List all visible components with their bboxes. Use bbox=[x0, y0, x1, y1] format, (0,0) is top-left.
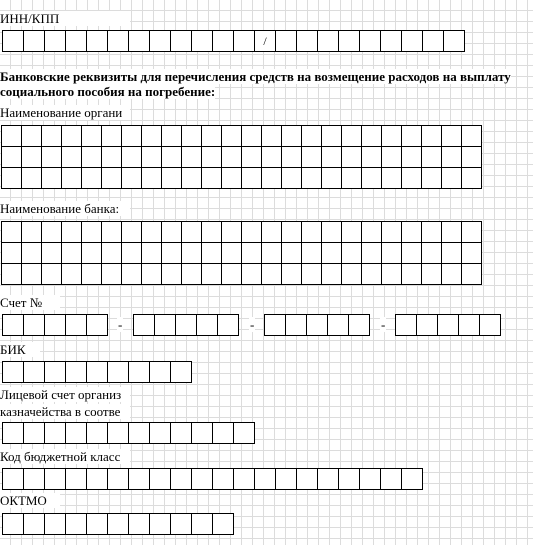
char-cell[interactable] bbox=[402, 147, 422, 168]
char-cell[interactable] bbox=[262, 126, 282, 147]
char-cell[interactable] bbox=[359, 30, 381, 52]
char-cell[interactable] bbox=[133, 314, 155, 336]
char-cell[interactable] bbox=[212, 513, 234, 535]
char-cell[interactable] bbox=[107, 422, 129, 444]
char-cell[interactable] bbox=[23, 361, 45, 383]
char-cell[interactable] bbox=[342, 243, 362, 264]
char-cell[interactable] bbox=[212, 468, 234, 490]
char-cell[interactable] bbox=[2, 147, 22, 168]
char-cell[interactable] bbox=[442, 168, 462, 189]
char-cell[interactable] bbox=[382, 126, 402, 147]
char-cell[interactable] bbox=[275, 468, 297, 490]
budget-code-label: Код бюджетной класс bbox=[0, 449, 130, 464]
char-cell[interactable] bbox=[202, 222, 222, 243]
char-cell[interactable] bbox=[65, 314, 87, 336]
char-cell[interactable] bbox=[422, 147, 442, 168]
char-cell[interactable] bbox=[196, 314, 218, 336]
char-cell[interactable] bbox=[182, 147, 202, 168]
char-cell[interactable] bbox=[62, 222, 82, 243]
char-cell[interactable] bbox=[302, 168, 322, 189]
char-cell[interactable] bbox=[202, 168, 222, 189]
inn-kpp-slash: / bbox=[254, 30, 276, 52]
char-cell[interactable] bbox=[102, 264, 122, 285]
char-cell[interactable] bbox=[362, 168, 382, 189]
char-cell[interactable] bbox=[107, 513, 129, 535]
char-cell[interactable] bbox=[82, 168, 102, 189]
char-cell[interactable] bbox=[233, 422, 255, 444]
char-cell[interactable] bbox=[242, 243, 262, 264]
bank-details-heading-line1: Банковские реквизиты для перечисления средств на возмещение расходов на выплату bbox=[0, 69, 511, 84]
char-cell[interactable] bbox=[306, 314, 328, 336]
char-cell[interactable] bbox=[362, 147, 382, 168]
char-cell[interactable] bbox=[442, 243, 462, 264]
char-cell[interactable] bbox=[202, 147, 222, 168]
char-cell[interactable] bbox=[282, 264, 302, 285]
char-cell[interactable] bbox=[170, 513, 192, 535]
char-cell[interactable] bbox=[262, 264, 282, 285]
char-cell[interactable] bbox=[282, 222, 302, 243]
char-cell[interactable] bbox=[402, 222, 422, 243]
char-cell[interactable] bbox=[44, 314, 66, 336]
char-cell[interactable] bbox=[175, 314, 197, 336]
char-cell[interactable] bbox=[443, 30, 465, 52]
char-cell[interactable] bbox=[128, 422, 150, 444]
char-cell[interactable] bbox=[128, 468, 150, 490]
account-dash-3: - bbox=[381, 317, 386, 332]
char-cell[interactable] bbox=[122, 264, 142, 285]
char-cell[interactable] bbox=[82, 126, 102, 147]
char-cell[interactable] bbox=[338, 30, 360, 52]
char-cell[interactable] bbox=[338, 468, 360, 490]
char-cell[interactable] bbox=[362, 126, 382, 147]
char-cell[interactable] bbox=[23, 513, 45, 535]
char-cell[interactable] bbox=[296, 30, 318, 52]
char-cell[interactable] bbox=[2, 422, 24, 444]
char-cell[interactable] bbox=[44, 513, 66, 535]
char-cell[interactable] bbox=[282, 126, 302, 147]
char-cell[interactable] bbox=[422, 168, 442, 189]
char-cell[interactable] bbox=[275, 30, 297, 52]
char-cell[interactable] bbox=[462, 264, 482, 285]
char-cell[interactable] bbox=[82, 147, 102, 168]
char-cell[interactable] bbox=[380, 30, 402, 52]
char-cell[interactable] bbox=[149, 468, 171, 490]
char-cell[interactable] bbox=[2, 30, 24, 52]
char-cell[interactable] bbox=[170, 30, 192, 52]
char-cell[interactable] bbox=[302, 126, 322, 147]
char-cell[interactable] bbox=[302, 222, 322, 243]
inn-kpp-boxes[interactable] bbox=[2, 30, 465, 52]
char-cell[interactable] bbox=[462, 222, 482, 243]
char-cell[interactable] bbox=[162, 168, 182, 189]
char-cell[interactable] bbox=[162, 243, 182, 264]
char-cell[interactable] bbox=[422, 243, 442, 264]
char-cell[interactable] bbox=[262, 147, 282, 168]
char-cell[interactable] bbox=[442, 126, 462, 147]
char-cell[interactable] bbox=[42, 126, 62, 147]
char-cell[interactable] bbox=[22, 222, 42, 243]
char-cell[interactable] bbox=[42, 243, 62, 264]
char-cell[interactable] bbox=[422, 126, 442, 147]
char-cell[interactable] bbox=[212, 422, 234, 444]
char-cell[interactable] bbox=[191, 513, 213, 535]
account-boxes-group-4[interactable] bbox=[395, 314, 501, 336]
char-cell[interactable] bbox=[2, 361, 24, 383]
char-cell[interactable] bbox=[162, 126, 182, 147]
char-cell[interactable] bbox=[42, 147, 62, 168]
char-cell[interactable] bbox=[254, 468, 276, 490]
char-cell[interactable] bbox=[322, 264, 342, 285]
char-cell[interactable] bbox=[302, 243, 322, 264]
char-cell[interactable] bbox=[222, 147, 242, 168]
char-cell[interactable] bbox=[322, 222, 342, 243]
char-cell[interactable] bbox=[327, 314, 349, 336]
char-cell[interactable] bbox=[217, 314, 239, 336]
char-cell[interactable] bbox=[62, 168, 82, 189]
char-cell[interactable] bbox=[22, 168, 42, 189]
char-cell[interactable] bbox=[262, 243, 282, 264]
char-cell[interactable] bbox=[122, 222, 142, 243]
personal-account-label-line1: Лицевой счет организ bbox=[0, 387, 130, 402]
char-cell[interactable] bbox=[322, 243, 342, 264]
char-cell[interactable] bbox=[442, 147, 462, 168]
account-dash-2: - bbox=[250, 317, 255, 332]
char-cell[interactable] bbox=[22, 147, 42, 168]
char-cell[interactable] bbox=[128, 30, 150, 52]
char-cell[interactable] bbox=[102, 222, 122, 243]
char-cell[interactable] bbox=[142, 147, 162, 168]
char-cell[interactable] bbox=[2, 222, 22, 243]
char-cell[interactable] bbox=[22, 264, 42, 285]
char-cell[interactable] bbox=[170, 361, 192, 383]
char-cell[interactable] bbox=[42, 222, 62, 243]
char-cell[interactable] bbox=[462, 243, 482, 264]
char-cell[interactable] bbox=[149, 513, 171, 535]
char-cell[interactable] bbox=[42, 168, 62, 189]
char-cell[interactable] bbox=[142, 222, 162, 243]
char-cell[interactable] bbox=[395, 314, 417, 336]
char-cell[interactable] bbox=[191, 30, 213, 52]
char-cell[interactable] bbox=[233, 468, 255, 490]
char-cell[interactable] bbox=[149, 422, 171, 444]
char-cell[interactable] bbox=[362, 222, 382, 243]
char-cell[interactable] bbox=[182, 264, 202, 285]
char-cell[interactable] bbox=[86, 422, 108, 444]
char-cell[interactable] bbox=[202, 264, 222, 285]
char-cell[interactable] bbox=[202, 126, 222, 147]
char-cell[interactable] bbox=[82, 243, 102, 264]
char-cell[interactable] bbox=[23, 314, 45, 336]
char-cell[interactable] bbox=[342, 168, 362, 189]
char-cell[interactable] bbox=[44, 361, 66, 383]
char-cell[interactable] bbox=[442, 222, 462, 243]
char-cell[interactable] bbox=[162, 222, 182, 243]
char-cell[interactable] bbox=[302, 264, 322, 285]
char-cell[interactable] bbox=[128, 361, 150, 383]
char-cell[interactable] bbox=[422, 264, 442, 285]
char-cell[interactable] bbox=[23, 30, 45, 52]
char-cell[interactable] bbox=[382, 243, 402, 264]
char-cell[interactable] bbox=[242, 147, 262, 168]
char-cell[interactable] bbox=[380, 468, 402, 490]
char-cell[interactable] bbox=[222, 222, 242, 243]
char-cell[interactable] bbox=[65, 30, 87, 52]
char-cell[interactable] bbox=[2, 264, 22, 285]
char-cell[interactable] bbox=[285, 314, 307, 336]
char-cell[interactable] bbox=[479, 314, 501, 336]
char-cell[interactable] bbox=[401, 468, 423, 490]
bik-label: БИК bbox=[0, 342, 40, 357]
char-cell[interactable] bbox=[122, 147, 142, 168]
char-cell[interactable] bbox=[107, 361, 129, 383]
char-cell[interactable] bbox=[82, 222, 102, 243]
char-cell[interactable] bbox=[86, 314, 108, 336]
char-cell[interactable] bbox=[62, 243, 82, 264]
char-cell[interactable] bbox=[282, 243, 302, 264]
char-cell[interactable] bbox=[382, 168, 402, 189]
budget-code-boxes[interactable] bbox=[2, 468, 423, 490]
char-cell[interactable] bbox=[107, 30, 129, 52]
char-cell[interactable] bbox=[149, 361, 171, 383]
char-cell[interactable] bbox=[342, 126, 362, 147]
char-cell[interactable] bbox=[2, 168, 22, 189]
char-cell[interactable] bbox=[2, 126, 22, 147]
char-cell[interactable] bbox=[65, 468, 87, 490]
organization-name-label: Наименование органи bbox=[0, 105, 130, 120]
char-cell[interactable] bbox=[416, 314, 438, 336]
char-cell[interactable] bbox=[222, 264, 242, 285]
char-cell[interactable] bbox=[162, 147, 182, 168]
account-dash-1: - bbox=[118, 317, 123, 332]
bank-name-grid[interactable] bbox=[1, 221, 482, 285]
grid-row bbox=[2, 168, 482, 189]
char-cell[interactable] bbox=[402, 243, 422, 264]
char-cell[interactable] bbox=[149, 30, 171, 52]
char-cell[interactable] bbox=[62, 264, 82, 285]
char-cell[interactable] bbox=[42, 264, 62, 285]
char-cell[interactable] bbox=[342, 222, 362, 243]
char-cell[interactable] bbox=[422, 222, 442, 243]
char-cell[interactable] bbox=[2, 314, 24, 336]
char-cell[interactable] bbox=[242, 126, 262, 147]
char-cell[interactable] bbox=[322, 168, 342, 189]
char-cell[interactable] bbox=[142, 243, 162, 264]
char-cell[interactable] bbox=[102, 243, 122, 264]
char-cell[interactable] bbox=[282, 168, 302, 189]
char-cell[interactable] bbox=[264, 314, 286, 336]
char-cell[interactable] bbox=[142, 168, 162, 189]
char-cell[interactable] bbox=[154, 314, 176, 336]
char-cell[interactable] bbox=[62, 147, 82, 168]
char-cell[interactable] bbox=[182, 168, 202, 189]
organization-name-grid[interactable] bbox=[1, 125, 482, 189]
char-cell[interactable] bbox=[23, 468, 45, 490]
grid-row bbox=[2, 243, 482, 264]
char-cell[interactable] bbox=[342, 264, 362, 285]
char-cell[interactable] bbox=[317, 468, 339, 490]
char-cell[interactable] bbox=[462, 168, 482, 189]
char-cell[interactable] bbox=[212, 30, 234, 52]
char-cell[interactable] bbox=[362, 243, 382, 264]
char-cell[interactable] bbox=[317, 30, 339, 52]
char-cell[interactable] bbox=[359, 468, 381, 490]
char-cell[interactable] bbox=[348, 314, 370, 336]
grid-row bbox=[2, 126, 482, 147]
char-cell[interactable] bbox=[44, 422, 66, 444]
bank-name-label: Наименование банка: bbox=[0, 201, 130, 216]
char-cell[interactable] bbox=[382, 264, 402, 285]
personal-account-boxes[interactable] bbox=[2, 422, 255, 444]
char-cell[interactable] bbox=[222, 243, 242, 264]
char-cell[interactable] bbox=[86, 361, 108, 383]
bank-details-heading-line2: социального пособия на погребение: bbox=[0, 84, 216, 99]
char-cell[interactable] bbox=[222, 168, 242, 189]
char-cell[interactable] bbox=[202, 243, 222, 264]
account-boxes-group-2[interactable] bbox=[133, 314, 239, 336]
char-cell[interactable] bbox=[362, 264, 382, 285]
char-cell[interactable] bbox=[170, 422, 192, 444]
char-cell[interactable] bbox=[86, 468, 108, 490]
char-cell[interactable] bbox=[2, 513, 24, 535]
char-cell[interactable] bbox=[65, 513, 87, 535]
char-cell[interactable] bbox=[382, 147, 402, 168]
char-cell[interactable] bbox=[458, 314, 480, 336]
char-cell[interactable] bbox=[44, 468, 66, 490]
char-cell[interactable] bbox=[102, 147, 122, 168]
char-cell[interactable] bbox=[242, 264, 262, 285]
char-cell[interactable] bbox=[65, 361, 87, 383]
char-cell[interactable] bbox=[402, 168, 422, 189]
char-cell[interactable] bbox=[142, 126, 162, 147]
char-cell[interactable] bbox=[462, 126, 482, 147]
char-cell[interactable] bbox=[86, 513, 108, 535]
char-cell[interactable] bbox=[233, 30, 255, 52]
char-cell[interactable] bbox=[242, 168, 262, 189]
char-cell[interactable] bbox=[128, 513, 150, 535]
char-cell[interactable] bbox=[262, 168, 282, 189]
bik-boxes[interactable] bbox=[2, 361, 192, 383]
char-cell[interactable] bbox=[86, 30, 108, 52]
char-cell[interactable] bbox=[322, 147, 342, 168]
char-cell[interactable] bbox=[102, 126, 122, 147]
char-cell[interactable] bbox=[82, 264, 102, 285]
char-cell[interactable] bbox=[2, 468, 24, 490]
char-cell[interactable] bbox=[382, 222, 402, 243]
char-cell[interactable] bbox=[23, 422, 45, 444]
personal-account-label-line2: казначейства в соотве bbox=[0, 404, 130, 419]
account-boxes-group-3[interactable] bbox=[264, 314, 370, 336]
char-cell[interactable] bbox=[62, 126, 82, 147]
char-cell[interactable] bbox=[22, 126, 42, 147]
char-cell[interactable] bbox=[401, 30, 423, 52]
char-cell[interactable] bbox=[242, 222, 262, 243]
char-cell[interactable] bbox=[122, 168, 142, 189]
char-cell[interactable] bbox=[142, 264, 162, 285]
char-cell[interactable] bbox=[342, 147, 362, 168]
char-cell[interactable] bbox=[182, 243, 202, 264]
char-cell[interactable] bbox=[222, 126, 242, 147]
account-label: Счет № bbox=[0, 295, 60, 310]
oktmo-label: ОКТМО bbox=[0, 493, 60, 508]
char-cell[interactable] bbox=[462, 147, 482, 168]
char-cell[interactable] bbox=[322, 126, 342, 147]
char-cell[interactable] bbox=[191, 422, 213, 444]
char-cell[interactable] bbox=[302, 147, 322, 168]
inn-kpp-label: ИНН/КПП bbox=[0, 11, 130, 26]
char-cell[interactable] bbox=[170, 468, 192, 490]
char-cell[interactable] bbox=[107, 468, 129, 490]
char-cell[interactable] bbox=[442, 264, 462, 285]
char-cell[interactable] bbox=[182, 126, 202, 147]
grid-row bbox=[2, 264, 482, 285]
account-boxes-group-1[interactable] bbox=[2, 314, 108, 336]
oktmo-boxes[interactable] bbox=[2, 513, 234, 535]
grid-row bbox=[2, 222, 482, 243]
char-cell[interactable] bbox=[182, 222, 202, 243]
char-cell[interactable] bbox=[262, 222, 282, 243]
char-cell[interactable] bbox=[65, 422, 87, 444]
char-cell[interactable] bbox=[296, 468, 318, 490]
char-cell[interactable] bbox=[402, 264, 422, 285]
char-cell[interactable] bbox=[2, 243, 22, 264]
char-cell[interactable] bbox=[402, 126, 422, 147]
char-cell[interactable] bbox=[282, 147, 302, 168]
grid-row bbox=[2, 147, 482, 168]
char-cell[interactable] bbox=[102, 168, 122, 189]
char-cell[interactable] bbox=[162, 264, 182, 285]
char-cell[interactable] bbox=[422, 30, 444, 52]
char-cell[interactable] bbox=[44, 30, 66, 52]
char-cell[interactable] bbox=[122, 243, 142, 264]
char-cell[interactable] bbox=[437, 314, 459, 336]
char-cell[interactable] bbox=[22, 243, 42, 264]
char-cell[interactable] bbox=[122, 126, 142, 147]
char-cell[interactable] bbox=[191, 468, 213, 490]
